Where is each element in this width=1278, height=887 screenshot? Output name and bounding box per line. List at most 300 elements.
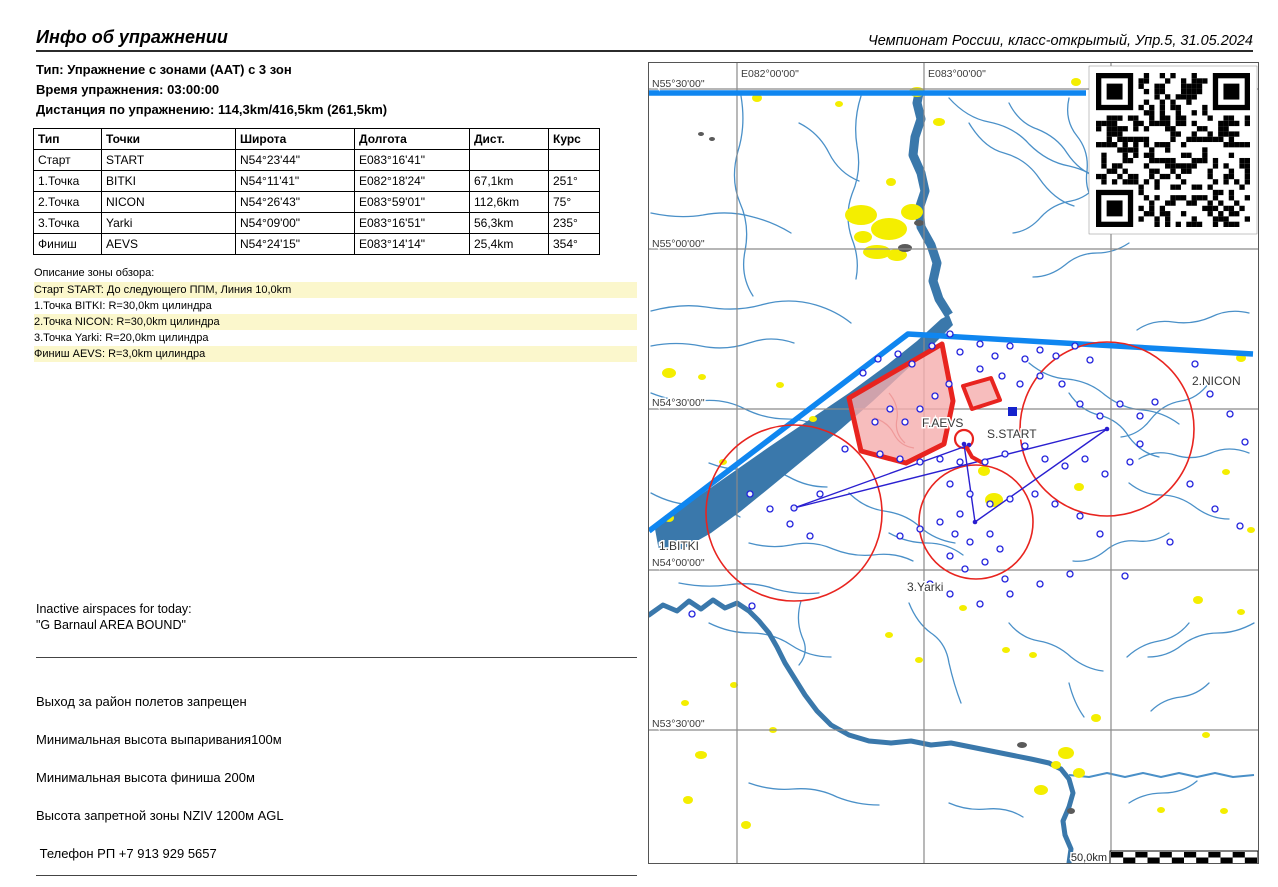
waypoint-ring [1192,361,1198,367]
table-cell [549,150,600,171]
qr-module [1197,126,1202,131]
waypoint-ring [1082,456,1088,462]
grid-label: N55°00'00" [652,238,705,250]
waypoint-ring [1212,506,1218,512]
waypoint-ring [1032,491,1038,497]
qr-module [1101,158,1106,163]
qr-module [1176,163,1181,168]
town-patch [933,118,945,126]
qr-module [1234,222,1239,227]
waypoint-ring [992,353,998,359]
qr-module [1154,169,1159,174]
qr-module [1229,137,1234,142]
table-row [34,234,600,255]
qr-module [1223,126,1228,131]
scale-label: 50,0km [1070,852,1107,863]
qr-module [1245,163,1250,168]
qr-module [1101,179,1106,184]
qr-module [1112,142,1117,147]
qr-module [1197,137,1202,142]
waypoint-ring [887,406,893,412]
qr-module [1112,126,1117,131]
qr-module [1229,174,1234,179]
table-cell: NICON [102,192,236,213]
grid-label: N53°30'00" [652,718,705,730]
task-point-NICON [1105,427,1110,432]
qr-module [1186,137,1191,142]
qr-module [1245,216,1250,221]
waypoint-ring [1087,357,1093,363]
qr-module [1133,126,1138,131]
qr-module [1186,222,1191,227]
waypoint-ring [1117,401,1123,407]
table-cell: E082°18'24" [355,171,470,192]
qr-module [1229,211,1234,216]
waypoint-ring [1002,451,1008,457]
waypoint-ring [1067,571,1073,577]
qr-module [1208,137,1213,142]
waypoint-ring [1137,413,1143,419]
qr-module [1165,174,1170,179]
qr-module [1123,137,1128,142]
qr-module [1160,89,1165,94]
qr-module [1133,174,1138,179]
qr-module [1208,206,1213,211]
qr-module [1170,100,1175,105]
waypoint-ring [917,406,923,412]
town-patch [901,204,923,220]
note-line: Высота запретной зоны NZIV 1200м AGL [36,808,284,823]
inactive-airspaces-title: Inactive airspaces for today: [36,602,192,616]
qr-module [1223,121,1228,126]
waypoint-ring [967,539,973,545]
qr-module [1176,174,1181,179]
qr-module [1160,174,1165,179]
qr-module [1138,105,1143,110]
table-cell: 2.Точка [34,192,102,213]
qr-module [1176,105,1181,110]
qr-module [1229,169,1234,174]
waypoint-ring [897,533,903,539]
qr-module [1223,131,1228,136]
qr-module [1192,78,1197,83]
qr-module [1117,163,1122,168]
scale-cell [1123,858,1135,864]
qr-module [1239,163,1244,168]
waypoint-ring [999,373,1005,379]
town-patch [683,796,693,804]
town-patch [776,382,784,388]
qr-module [1144,110,1149,115]
qr-module [1245,115,1250,120]
qr-module [1128,147,1133,152]
qr-module [1181,115,1186,120]
qr-module [1202,158,1207,163]
waypoint-ring [947,481,953,487]
qr-module [1234,121,1239,126]
grid-label: N54°00'00" [652,557,705,569]
qr-module [1239,206,1244,211]
town-patch [854,231,872,243]
qr-module [1096,174,1101,179]
urban-gray-patch [914,220,924,226]
qr-module [1149,110,1154,115]
qr-module [1107,115,1112,120]
qr-module [1181,195,1186,200]
waypoint-ring [977,366,983,372]
waypoint-ring [1037,581,1043,587]
start-gate-mark [967,448,981,462]
table-cell [470,150,549,171]
grid-label: E083°00'00" [928,68,986,80]
town-patch [741,821,751,829]
waypoint-ring [1207,391,1213,397]
qr-module [1197,195,1202,200]
qr-module [1208,131,1213,136]
task-type-line: Тип: Упражнение с зонами (AAT) с 3 зон [36,62,292,77]
qr-module [1165,78,1170,83]
town-patch [1073,768,1085,778]
table-cell: N54°09'00" [236,213,355,234]
table-cell: Финиш [34,234,102,255]
qr-module [1117,126,1122,131]
qr-module [1112,115,1117,120]
table-cell: 1.Точка [34,171,102,192]
task-point-Yarki [973,520,978,525]
qr-module [1223,174,1228,179]
town-patch [1051,761,1061,769]
qr-module [1202,105,1207,110]
qr-module [1213,216,1218,221]
qr-module [1192,73,1197,78]
waypoint-ring [1077,513,1083,519]
qr-module [1197,78,1202,83]
town-patch [695,751,707,759]
qr-module [1165,121,1170,126]
qr-module [1128,115,1133,120]
task-leg-BITKI-NICON [794,429,1107,508]
qr-module [1181,153,1186,158]
qr-module [1160,105,1165,110]
qr-module [1245,179,1250,184]
waypoint-ring [817,491,823,497]
qr-module [1229,142,1234,147]
table-cell: 56,3km [470,213,549,234]
town-patch [885,632,893,638]
qr-module [1165,200,1170,205]
qr-module [1149,121,1154,126]
qr-module [1213,179,1218,184]
note-line: Выход за район полетов запрещен [36,694,247,709]
qr-module [1208,174,1213,179]
qr-module [1223,142,1228,147]
qr-module [1223,206,1228,211]
qr-module [1202,126,1207,131]
waypoint-ring [1137,441,1143,447]
qr-module [1223,222,1228,227]
town-patch [1222,469,1230,475]
qr-finder [1107,200,1123,216]
qr-module [1245,121,1250,126]
waypoint-ring [967,491,973,497]
qr-module [1149,211,1154,216]
qr-module [1208,211,1213,216]
zone-description-line: Старт START: До следующего ППМ, Линия 10,0km [34,282,637,298]
waypoint-ring [962,566,968,572]
qr-module [1123,147,1128,152]
table-cell: BITKI [102,171,236,192]
qr-module [1160,73,1165,78]
qr-module [1181,211,1186,216]
grid-label: N54°30'00" [652,397,705,409]
waypoint-ring [957,511,963,517]
qr-module [1239,158,1244,163]
qr-module [1101,153,1106,158]
qr-module [1117,131,1122,136]
qr-module [1117,174,1122,179]
qr-module [1149,105,1154,110]
qr-module [1218,126,1223,131]
qr-module [1123,179,1128,184]
qr-module [1096,121,1101,126]
town-patch [809,416,817,422]
table-cell: 3.Точка [34,213,102,234]
qr-module [1138,121,1143,126]
qr-module [1149,158,1154,163]
waypoint-ring [877,451,883,457]
qr-module [1186,153,1191,158]
town-patch [1247,527,1255,533]
qr-module [1154,121,1159,126]
table-cell: E083°16'51" [355,213,470,234]
table-cell: Yarki [102,213,236,234]
qr-module [1107,142,1112,147]
town-patch [1058,747,1074,759]
qr-module [1192,110,1197,115]
waypoint-ring [902,419,908,425]
qr-module [1165,142,1170,147]
qr-module [1149,115,1154,120]
qr-module [1192,84,1197,89]
town-patch [886,178,896,186]
town-patch [959,605,967,611]
qr-module [1223,179,1228,184]
qr-module [1165,94,1170,99]
title-divider [36,50,1253,52]
qr-module [1107,169,1112,174]
waypoint-ring [1237,523,1243,529]
waypoint-ring [1017,381,1023,387]
qr-module [1170,169,1175,174]
qr-module [1154,185,1159,190]
map-point-label: F.AEVS [922,416,964,430]
urban-gray-patch [709,137,715,141]
qr-module [1123,158,1128,163]
qr-module [1245,195,1250,200]
qr-module [1186,169,1191,174]
table-cell: 235° [549,213,600,234]
scale-cell [1184,852,1196,858]
waypoint-ring [947,553,953,559]
qr-module [1144,163,1149,168]
scale-cell [1208,852,1220,858]
zones-list [34,282,637,362]
town-patch [1034,785,1048,795]
qr-module [1096,126,1101,131]
qr-module [1186,200,1191,205]
qr-module [1144,211,1149,216]
town-patch [1074,483,1084,491]
note-line: Минимальная высота финиша 200м [36,770,255,785]
qr-module [1181,78,1186,83]
qr-module [1192,158,1197,163]
qr-module [1154,142,1159,147]
waypoint-ring [1037,373,1043,379]
qr-module [1245,174,1250,179]
town-patch [681,700,689,706]
waypoint-ring [1002,576,1008,582]
scale-cell [1111,852,1123,858]
town-patch [1237,609,1245,615]
waypoint-ring [1007,496,1013,502]
waypoint-ring [977,341,983,347]
qr-module [1181,94,1186,99]
waypoint-ring [1042,456,1048,462]
qr-module [1197,84,1202,89]
inactive-airspaces-block [36,601,192,633]
waypoint-ring [895,351,901,357]
qr-module [1170,105,1175,110]
qr-module [1176,110,1181,115]
waypoint-ring [1167,539,1173,545]
qr-module [1181,89,1186,94]
pilot-notes-block [36,694,284,884]
waypoint-ring [1059,381,1065,387]
qr-module [1149,174,1154,179]
qr-module [1128,179,1133,184]
qr-module [1128,137,1133,142]
column-header: Широта [236,129,355,150]
qr-module [1218,137,1223,142]
qr-module [1170,195,1175,200]
note-line: Телефон РП +7 913 929 5657 [36,846,217,861]
qr-module [1149,200,1154,205]
qr-module [1234,179,1239,184]
qr-module [1176,222,1181,227]
qr-module [1213,163,1218,168]
qr-module [1160,84,1165,89]
waypoint-ring [917,526,923,532]
qr-module [1213,222,1218,227]
task-time-line: Время упражнения: 03:00:00 [36,82,220,97]
qr-module [1160,110,1165,115]
qr-module [1160,121,1165,126]
map-point-label: 2.NICON [1192,374,1241,388]
qr-module [1107,131,1112,136]
waypoint-ring [897,456,903,462]
qr-module [1123,153,1128,158]
town-patch [835,101,843,107]
map-point-label: S.START [987,427,1037,441]
waypoint-ring [947,591,953,597]
qr-module [1192,222,1197,227]
waypoint-ring [937,456,943,462]
qr-module [1213,195,1218,200]
zone-description-line: 3.Точка Yarki: R=20,0km цилиндра [34,332,209,344]
qr-module [1154,179,1159,184]
qr-module [1213,158,1218,163]
grid-label: E082°00'00" [741,68,799,80]
qr-module [1229,131,1234,136]
table-cell: E083°14'14" [355,234,470,255]
qr-module [1170,73,1175,78]
zone-description-line: 2.Точка NICON: R=30,0km цилиндра [34,314,637,330]
qr-module [1165,126,1170,131]
qr-module [1176,115,1181,120]
table-cell: N54°11'41" [236,171,355,192]
column-header: Дист. [470,129,549,150]
qr-module [1107,137,1112,142]
qr-module [1202,147,1207,152]
waypoint-ring [1127,459,1133,465]
zone-description-line: Финиш AEVS: R=3,0km цилиндра [34,346,637,362]
qr-module [1186,163,1191,168]
qr-module [1101,142,1106,147]
task-point-AEVS [962,442,967,447]
qr-module [1192,195,1197,200]
qr-module [1202,137,1207,142]
qr-module [1165,158,1170,163]
waypoint-ring [982,559,988,565]
qr-module [1186,94,1191,99]
qr-module [1186,89,1191,94]
waypoint-ring [749,603,755,609]
qr-module [1181,169,1186,174]
qr-module [1101,163,1106,168]
qr-module [1239,142,1244,147]
table-cell: 112,6km [470,192,549,213]
qr-module [1218,211,1223,216]
table-cell: 67,1km [470,171,549,192]
town-patch [871,218,907,240]
qr-module [1117,115,1122,120]
waypoint-ring [747,491,753,497]
map-point-label: 1.BITKI [659,539,700,553]
task-map [648,62,1259,864]
waypoint-ring [1022,356,1028,362]
table-cell: 75° [549,192,600,213]
qr-module [1154,84,1159,89]
map-point-label: 3.Yarki [907,580,944,594]
qr-module [1138,216,1143,221]
qr-module [1202,153,1207,158]
qr-module [1154,216,1159,221]
scale-cell [1245,858,1257,864]
qr-module [1186,100,1191,105]
qr-finder [1107,84,1123,100]
qr-module [1138,137,1143,142]
waypoint-ring [791,505,797,511]
qr-module [1133,142,1138,147]
qr-module [1229,195,1234,200]
qr-module [1218,190,1223,195]
qr-module [1176,121,1181,126]
qr-module [1107,121,1112,126]
qr-module [1154,222,1159,227]
qr-module [1223,115,1228,120]
qr-module [1197,158,1202,163]
qr-module [1181,121,1186,126]
